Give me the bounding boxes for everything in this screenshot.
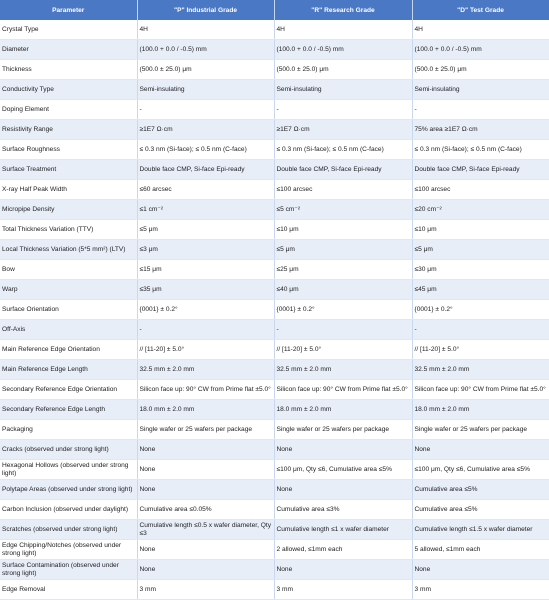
d-grade-cell: (500.0 ± 25.0) μm <box>412 60 549 80</box>
p-grade-cell: 4H <box>137 20 274 40</box>
p-grade-cell: ≤60 arcsec <box>137 180 274 200</box>
r-grade-cell: 4H <box>274 20 412 40</box>
parameter-cell: Hexagonal Hollows (observed under strong light) <box>0 460 137 480</box>
p-grade-cell: None <box>137 440 274 460</box>
r-grade-cell: None <box>274 480 412 500</box>
table-row <box>0 440 549 460</box>
table-row <box>0 420 549 440</box>
p-grade-cell: Single wafer or 25 wafers per package <box>137 420 274 440</box>
p-grade-cell: ≤1 cm⁻² <box>137 200 274 220</box>
table-row <box>0 400 549 420</box>
r-grade-cell: ≤5 cm⁻² <box>274 200 412 220</box>
p-grade-cell: Cumulative length ≤0.5 x wafer diameter, Qty ≤3 <box>137 520 274 540</box>
parameter-cell: Bow <box>0 260 137 280</box>
d-grade-cell: 5 allowed, ≤1mm each <box>412 540 549 560</box>
table-row <box>0 580 549 600</box>
parameter-cell: Conductivity Type <box>0 80 137 100</box>
d-grade-cell: {0001} ± 0.2° <box>412 300 549 320</box>
d-grade-cell: ≤45 μm <box>412 280 549 300</box>
d-grade-cell: 4H <box>412 20 549 40</box>
d-grade-cell: 75% area ≥1E7 Ω·cm <box>412 120 549 140</box>
r-grade-cell: ≤100 arcsec <box>274 180 412 200</box>
d-grade-cell: Cumulative area ≤5% <box>412 500 549 520</box>
parameter-cell: Resistivity Range <box>0 120 137 140</box>
header-row <box>0 0 549 20</box>
parameter-cell: Carbon Inclusion (observed under daylight) <box>0 500 137 520</box>
r-grade-cell: ≤100 μm, Qty ≤6, Cumulative area ≤5% <box>274 460 412 480</box>
parameter-cell: Main Reference Edge Orientation <box>0 340 137 360</box>
r-grade-cell: Semi-insulating <box>274 80 412 100</box>
parameter-cell: Surface Treatment <box>0 160 137 180</box>
p-grade-cell: None <box>137 540 274 560</box>
p-grade-cell: ≤35 μm <box>137 280 274 300</box>
table-row <box>0 220 549 240</box>
r-grade-cell: 32.5 mm ± 2.0 mm <box>274 360 412 380</box>
table-row <box>0 300 549 320</box>
table-row <box>0 20 549 40</box>
p-grade-cell: ≤5 μm <box>137 220 274 240</box>
d-grade-cell: Cumulative area ≤5% <box>412 480 549 500</box>
r-grade-cell: Cumulative length ≤1 x wafer diameter <box>274 520 412 540</box>
table-row <box>0 200 549 220</box>
d-grade-cell: - <box>412 320 549 340</box>
table-row <box>0 120 549 140</box>
p-grade-cell: ≤3 μm <box>137 240 274 260</box>
r-grade-cell: None <box>274 560 412 580</box>
parameter-cell: Packaging <box>0 420 137 440</box>
table-row <box>0 560 549 580</box>
table-row <box>0 240 549 260</box>
p-grade-cell: - <box>137 100 274 120</box>
d-grade-cell: ≤30 μm <box>412 260 549 280</box>
table-row <box>0 160 549 180</box>
parameter-cell: Local Thickness Variation (5*5 mm²) (LTV) <box>0 240 137 260</box>
header-r-grade: "R" Research Grade <box>274 0 412 20</box>
r-grade-cell: // [11-20] ± 5.0° <box>274 340 412 360</box>
parameter-cell: Total Thickness Variation (TTV) <box>0 220 137 240</box>
table-row <box>0 500 549 520</box>
table-row <box>0 460 549 480</box>
parameter-cell: Edge Removal <box>0 580 137 600</box>
d-grade-cell: 3 mm <box>412 580 549 600</box>
table-row <box>0 140 549 160</box>
r-grade-cell: {0001} ± 0.2° <box>274 300 412 320</box>
d-grade-cell: Silicon face up: 90° CW from Prime flat ±5.0° <box>412 380 549 400</box>
d-grade-cell: ≤20 cm⁻² <box>412 200 549 220</box>
header-p-grade: "P" Industrial Grade <box>137 0 274 20</box>
header-parameter: Parameter <box>0 0 137 20</box>
table-row <box>0 520 549 540</box>
parameter-cell: Cracks (observed under strong light) <box>0 440 137 460</box>
r-grade-cell: None <box>274 440 412 460</box>
r-grade-cell: 18.0 mm ± 2.0 mm <box>274 400 412 420</box>
parameter-cell: Surface Orientation <box>0 300 137 320</box>
p-grade-cell: 3 mm <box>137 580 274 600</box>
p-grade-cell: ≤ 0.3 nm (Si-face); ≤ 0.5 nm (C-face) <box>137 140 274 160</box>
parameter-cell: Secondary Reference Edge Length <box>0 400 137 420</box>
r-grade-cell: - <box>274 320 412 340</box>
p-grade-cell: Silicon face up: 90° CW from Prime flat ±5.0° <box>137 380 274 400</box>
parameter-cell: Micropipe Density <box>0 200 137 220</box>
p-grade-cell: Cumulative area ≤0.05% <box>137 500 274 520</box>
table-row <box>0 260 549 280</box>
parameter-cell: Scratches (observed under strong light) <box>0 520 137 540</box>
d-grade-cell: 18.0 mm ± 2.0 mm <box>412 400 549 420</box>
header-d-grade: "D" Test Grade <box>412 0 549 20</box>
table-row <box>0 320 549 340</box>
parameter-cell: Surface Roughness <box>0 140 137 160</box>
d-grade-cell: Cumulative length ≤1.5 x wafer diameter <box>412 520 549 540</box>
table-row <box>0 340 549 360</box>
d-grade-cell: Semi-insulating <box>412 80 549 100</box>
p-grade-cell: 32.5 mm ± 2.0 mm <box>137 360 274 380</box>
r-grade-cell: Cumulative area ≤3% <box>274 500 412 520</box>
parameter-cell: Doping Element <box>0 100 137 120</box>
p-grade-cell: - <box>137 320 274 340</box>
parameter-cell: Edge Chipping/Notches (observed under strong light) <box>0 540 137 560</box>
p-grade-cell: (100.0 + 0.0 / -0.5) mm <box>137 40 274 60</box>
d-grade-cell: (100.0 + 0.0 / -0.5) mm <box>412 40 549 60</box>
table-row <box>0 280 549 300</box>
p-grade-cell: ≥1E7 Ω·cm <box>137 120 274 140</box>
table-row <box>0 60 549 80</box>
parameter-cell: Off-Axis <box>0 320 137 340</box>
parameter-cell: X-ray Half Peak Width <box>0 180 137 200</box>
d-grade-cell: ≤5 μm <box>412 240 549 260</box>
d-grade-cell: ≤10 μm <box>412 220 549 240</box>
parameter-cell: Surface Contamination (observed under strong light) <box>0 560 137 580</box>
parameter-cell: Polytape Areas (observed under strong light) <box>0 480 137 500</box>
p-grade-cell: Semi-insulating <box>137 80 274 100</box>
table-row <box>0 40 549 60</box>
parameter-cell: Crystal Type <box>0 20 137 40</box>
d-grade-cell: Double face CMP, Si-face Epi-ready <box>412 160 549 180</box>
d-grade-cell: 32.5 mm ± 2.0 mm <box>412 360 549 380</box>
r-grade-cell: ≥1E7 Ω·cm <box>274 120 412 140</box>
parameter-cell: Diameter <box>0 40 137 60</box>
d-grade-cell: ≤ 0.3 nm (Si-face); ≤ 0.5 nm (C-face) <box>412 140 549 160</box>
p-grade-cell: 18.0 mm ± 2.0 mm <box>137 400 274 420</box>
table-row <box>0 360 549 380</box>
d-grade-cell: None <box>412 440 549 460</box>
p-grade-cell: ≤15 μm <box>137 260 274 280</box>
p-grade-cell: // [11-20] ± 5.0° <box>137 340 274 360</box>
p-grade-cell: None <box>137 480 274 500</box>
r-grade-cell: (100.0 + 0.0 / -0.5) mm <box>274 40 412 60</box>
r-grade-cell: ≤5 μm <box>274 240 412 260</box>
p-grade-cell: Double face CMP, Si-face Epi-ready <box>137 160 274 180</box>
r-grade-cell: - <box>274 100 412 120</box>
table-row <box>0 380 549 400</box>
r-grade-cell: ≤10 μm <box>274 220 412 240</box>
table-row <box>0 480 549 500</box>
parameter-cell: Warp <box>0 280 137 300</box>
parameter-cell: Secondary Reference Edge Orientation <box>0 380 137 400</box>
table-row <box>0 180 549 200</box>
p-grade-cell: None <box>137 460 274 480</box>
r-grade-cell: ≤ 0.3 nm (Si-face); ≤ 0.5 nm (C-face) <box>274 140 412 160</box>
parameter-cell: Main Reference Edge Length <box>0 360 137 380</box>
d-grade-cell: Single wafer or 25 wafers per package <box>412 420 549 440</box>
p-grade-cell: {0001} ± 0.2° <box>137 300 274 320</box>
table-row <box>0 80 549 100</box>
p-grade-cell: (500.0 ± 25.0) μm <box>137 60 274 80</box>
r-grade-cell: 2 allowed, ≤1mm each <box>274 540 412 560</box>
parameter-cell: Thickness <box>0 60 137 80</box>
r-grade-cell: 3 mm <box>274 580 412 600</box>
table-row <box>0 100 549 120</box>
d-grade-cell: ≤100 μm, Qty ≤6, Cumulative area ≤5% <box>412 460 549 480</box>
table-row <box>0 540 549 560</box>
r-grade-cell: Double face CMP, Si-face Epi-ready <box>274 160 412 180</box>
d-grade-cell: - <box>412 100 549 120</box>
d-grade-cell: ≤100 arcsec <box>412 180 549 200</box>
r-grade-cell: Silicon face up: 90° CW from Prime flat ±5.0° <box>274 380 412 400</box>
r-grade-cell: ≤25 μm <box>274 260 412 280</box>
r-grade-cell: (500.0 ± 25.0) μm <box>274 60 412 80</box>
r-grade-cell: Single wafer or 25 wafers per package <box>274 420 412 440</box>
p-grade-cell: None <box>137 560 274 580</box>
d-grade-cell: // [11-20] ± 5.0° <box>412 340 549 360</box>
d-grade-cell: None <box>412 560 549 580</box>
r-grade-cell: ≤40 μm <box>274 280 412 300</box>
